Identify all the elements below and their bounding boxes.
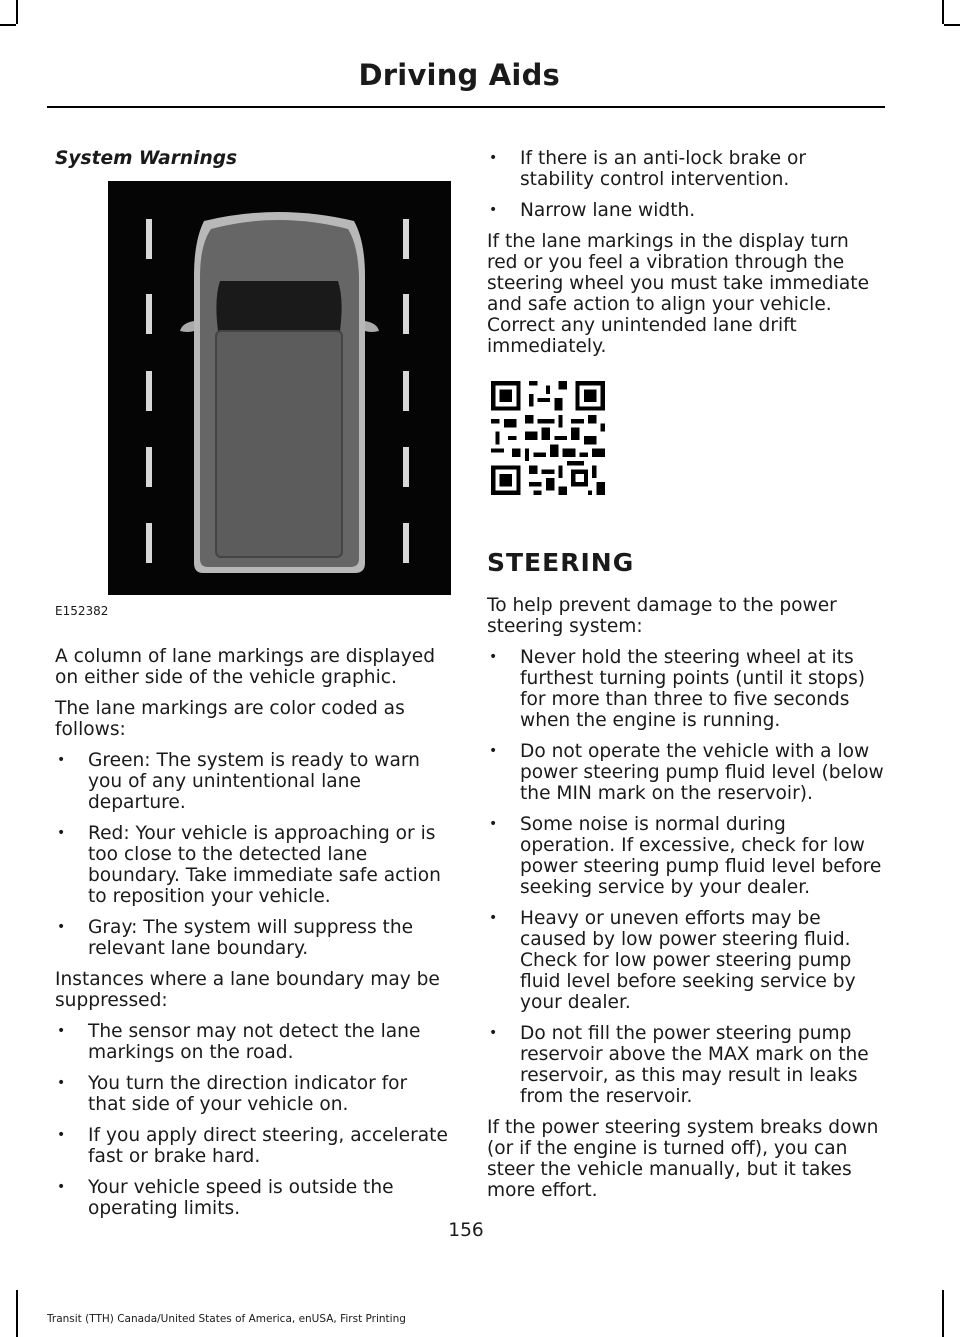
list-item: • If there is an anti-lock brake or stability control intervention. [487, 148, 885, 190]
list-item: • Narrow lane width. [487, 200, 885, 221]
list-item: • Some noise is normal during operation. If excessive, check for low power steering pump fluid level before seeking service by your dealer. [487, 814, 885, 898]
right-column [487, 148, 885, 1211]
list-item: • Heavy or uneven efforts may be caused by low power steering fluid. Check for low power steering pump fluid level before seeking service by your dealer. [487, 908, 885, 1013]
van-top-view-icon [108, 181, 451, 595]
crop-mark [942, 1290, 944, 1337]
list-item: • Your vehicle speed is outside the operating limits. [55, 1177, 450, 1219]
steering-list [487, 647, 885, 1107]
crop-mark [944, 24, 960, 26]
qr-code-icon[interactable] [487, 377, 609, 499]
header-divider [47, 106, 885, 108]
figure-code: E152382 [55, 604, 109, 618]
list-item: • Gray: The system will suppress the relevant lane boundary. [55, 917, 450, 959]
list-item: • You turn the direction indicator for that side of your vehicle on. [55, 1073, 450, 1115]
paragraph: If the lane markings in the display turn red or you feel a vibration through the steering wheel you must take immediate and safe action to align your vehicle. Correct any unintended lane drift immediately. [487, 231, 870, 357]
list-item: • Green: The system is ready to warn you of any unintentional lane departure. [55, 750, 450, 813]
suppression-list [55, 1021, 450, 1219]
subheading: System Warnings [55, 148, 238, 169]
page-header-title: Driving Aids [358, 58, 560, 92]
vehicle-lane-graphic [108, 181, 451, 595]
page-number: 156 [448, 1220, 484, 1241]
paragraph: Instances where a lane boundary may be suppressed: [55, 969, 440, 1011]
crop-mark [0, 24, 16, 26]
list-item: • Red: Your vehicle is approaching or is too close to the detected lane boundary. Take immediate safe action to reposition your vehicle. [55, 823, 450, 907]
section-title: STEERING [487, 548, 635, 577]
paragraph: A column of lane markings are displayed on either side of the vehicle graphic. [55, 646, 436, 688]
footer-text: Transit (TTH) Canada/United States of America, enUSA, First Printing [47, 1313, 406, 1325]
crop-mark [942, 0, 944, 24]
paragraph: If the power steering system breaks down (or if the engine is turned off), you can steer the vehicle manually, but it takes more effort. [487, 1117, 879, 1201]
list-item: • If you apply direct steering, accelerate fast or brake hard. [55, 1125, 450, 1167]
paragraph: To help prevent damage to the power steering system: [487, 595, 837, 637]
left-column [55, 148, 450, 1229]
paragraph: The lane markings are color coded as follows: [55, 698, 405, 740]
list-item: • The sensor may not detect the lane markings on the road. [55, 1021, 450, 1063]
list-item: • Do not operate the vehicle with a low power steering pump fluid level (below the MIN mark on the reservoir). [487, 741, 885, 804]
color-code-list [55, 750, 450, 959]
crop-mark [16, 1290, 18, 1337]
crop-mark [16, 0, 18, 24]
continued-list [487, 148, 885, 221]
list-item: • Never hold the steering wheel at its furthest turning points (until it stops) for more than three to five seconds when the engine is running. [487, 647, 885, 731]
list-item: • Do not fill the power steering pump reservoir above the MAX mark on the reservoir, as this may result in leaks from the reservoir. [487, 1023, 885, 1107]
